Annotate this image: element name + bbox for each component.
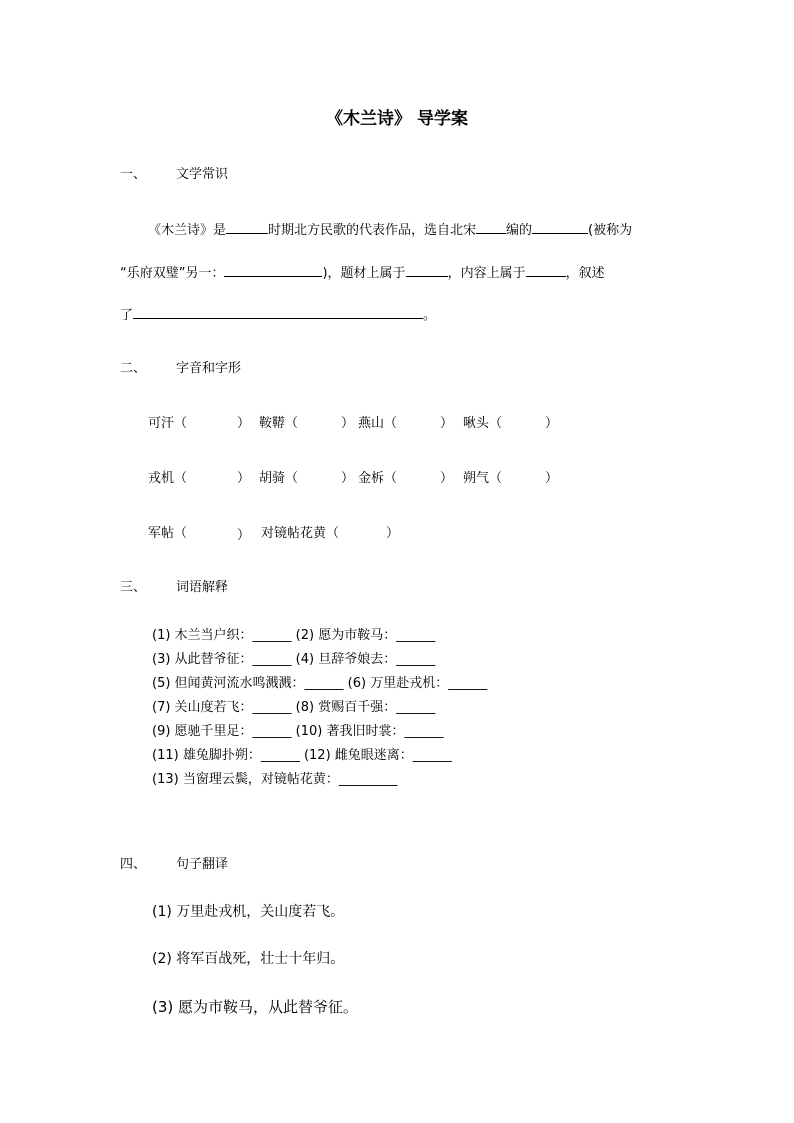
pron-item: 鞍鞯（ [259,416,299,431]
lit-text: ，叙述 [565,266,605,281]
translation-item: (3) 愿为市鞍马，从此替爷征。 [152,998,359,1016]
pron-item: 朔气（ [463,471,503,486]
pron-paren-close: ） [440,471,454,486]
pron-paren-close: ） [237,416,251,431]
lit-line-2 [120,262,605,281]
vocab-line: (3) 从此替爷征：______ (4) 旦辞爷娘去：______ [152,652,436,667]
vocab-line: (11) 雄兔脚扑朔：______ (12) 雌兔眼迷离：______ [152,748,452,763]
section-3-number: 三、 [120,580,147,595]
blank-narrative[interactable] [133,305,423,319]
section-1-number: 一、 [120,167,147,182]
lit-text: (被称为 [588,223,633,238]
pron-item: 对镜帖花黄（ [261,526,340,541]
pron-paren-close: ） [545,471,559,486]
translation-item: (1) 万里赴戎机，关山度若飞。 [152,904,345,920]
lit-text: 时期北方民歌的代表作品，选自北宋 [268,223,477,238]
page-title: 《木兰诗》 导学案 [326,109,468,129]
pron-item: 可汗（ [148,416,188,431]
pron-paren-close: ） [237,471,251,486]
vocab-line: (1) 木兰当户织：______ (2) 愿为市鞍马：______ [152,628,436,643]
blank-era[interactable] [226,220,268,234]
section-4-number: 四、 [120,857,147,872]
lit-line-1 [148,219,632,238]
pron-item: 啾头（ [463,416,503,431]
blank-genre[interactable] [406,263,448,277]
lit-text: 编的 [506,223,533,238]
section-1-title: 文学常识 [176,167,229,182]
pron-paren-close: ） [341,416,355,431]
pron-item: 戎机（ [148,471,188,486]
translation-item: (2) 将军百战死，壮士十年归。 [152,951,345,967]
vocab-line: (7) 关山度若飞：______ (8) 赏赐百千强：______ [152,700,436,715]
pron-item: 金柝（ [358,471,398,486]
lit-text: 《木兰诗》是 [148,223,227,238]
section-4-title: 句子翻译 [176,857,229,872]
section-2-number: 二、 [120,361,147,376]
pron-item: 军帖（ [148,526,188,541]
section-3-title: 词语解释 [176,580,229,595]
lit-text: “乐府双璧”另一： [120,266,225,281]
lit-line-3 [120,304,436,323]
section-2-title: 字音和字形 [176,361,242,376]
pron-paren-close: ） [386,526,400,541]
lit-text: )，题材上属于 [322,266,406,281]
lit-text: 。 [423,308,437,323]
blank-other-bi[interactable] [224,263,322,277]
vocab-line: (13) 当窗理云鬓，对镜帖花黄：_________ [152,772,398,787]
pron-item: 燕山（ [358,416,398,431]
lit-text: 了 [120,308,134,323]
vocab-line: (9) 愿驰千里足：______ (10) 著我旧时裳：______ [152,724,444,739]
pron-paren-close: ） [440,416,454,431]
blank-content[interactable] [526,263,566,277]
blank-editor[interactable] [476,220,506,234]
pron-item: 胡骑（ [259,471,299,486]
pron-paren-close: ） [237,528,251,543]
pron-paren-close: ） [545,416,559,431]
vocab-line: (5) 但闻黄河流水鸣溅溅：______ (6) 万里赴戎机：______ [152,676,488,691]
pron-paren-close: ） [341,471,355,486]
lit-text: ，内容上属于 [447,266,526,281]
blank-collection[interactable] [532,220,588,234]
